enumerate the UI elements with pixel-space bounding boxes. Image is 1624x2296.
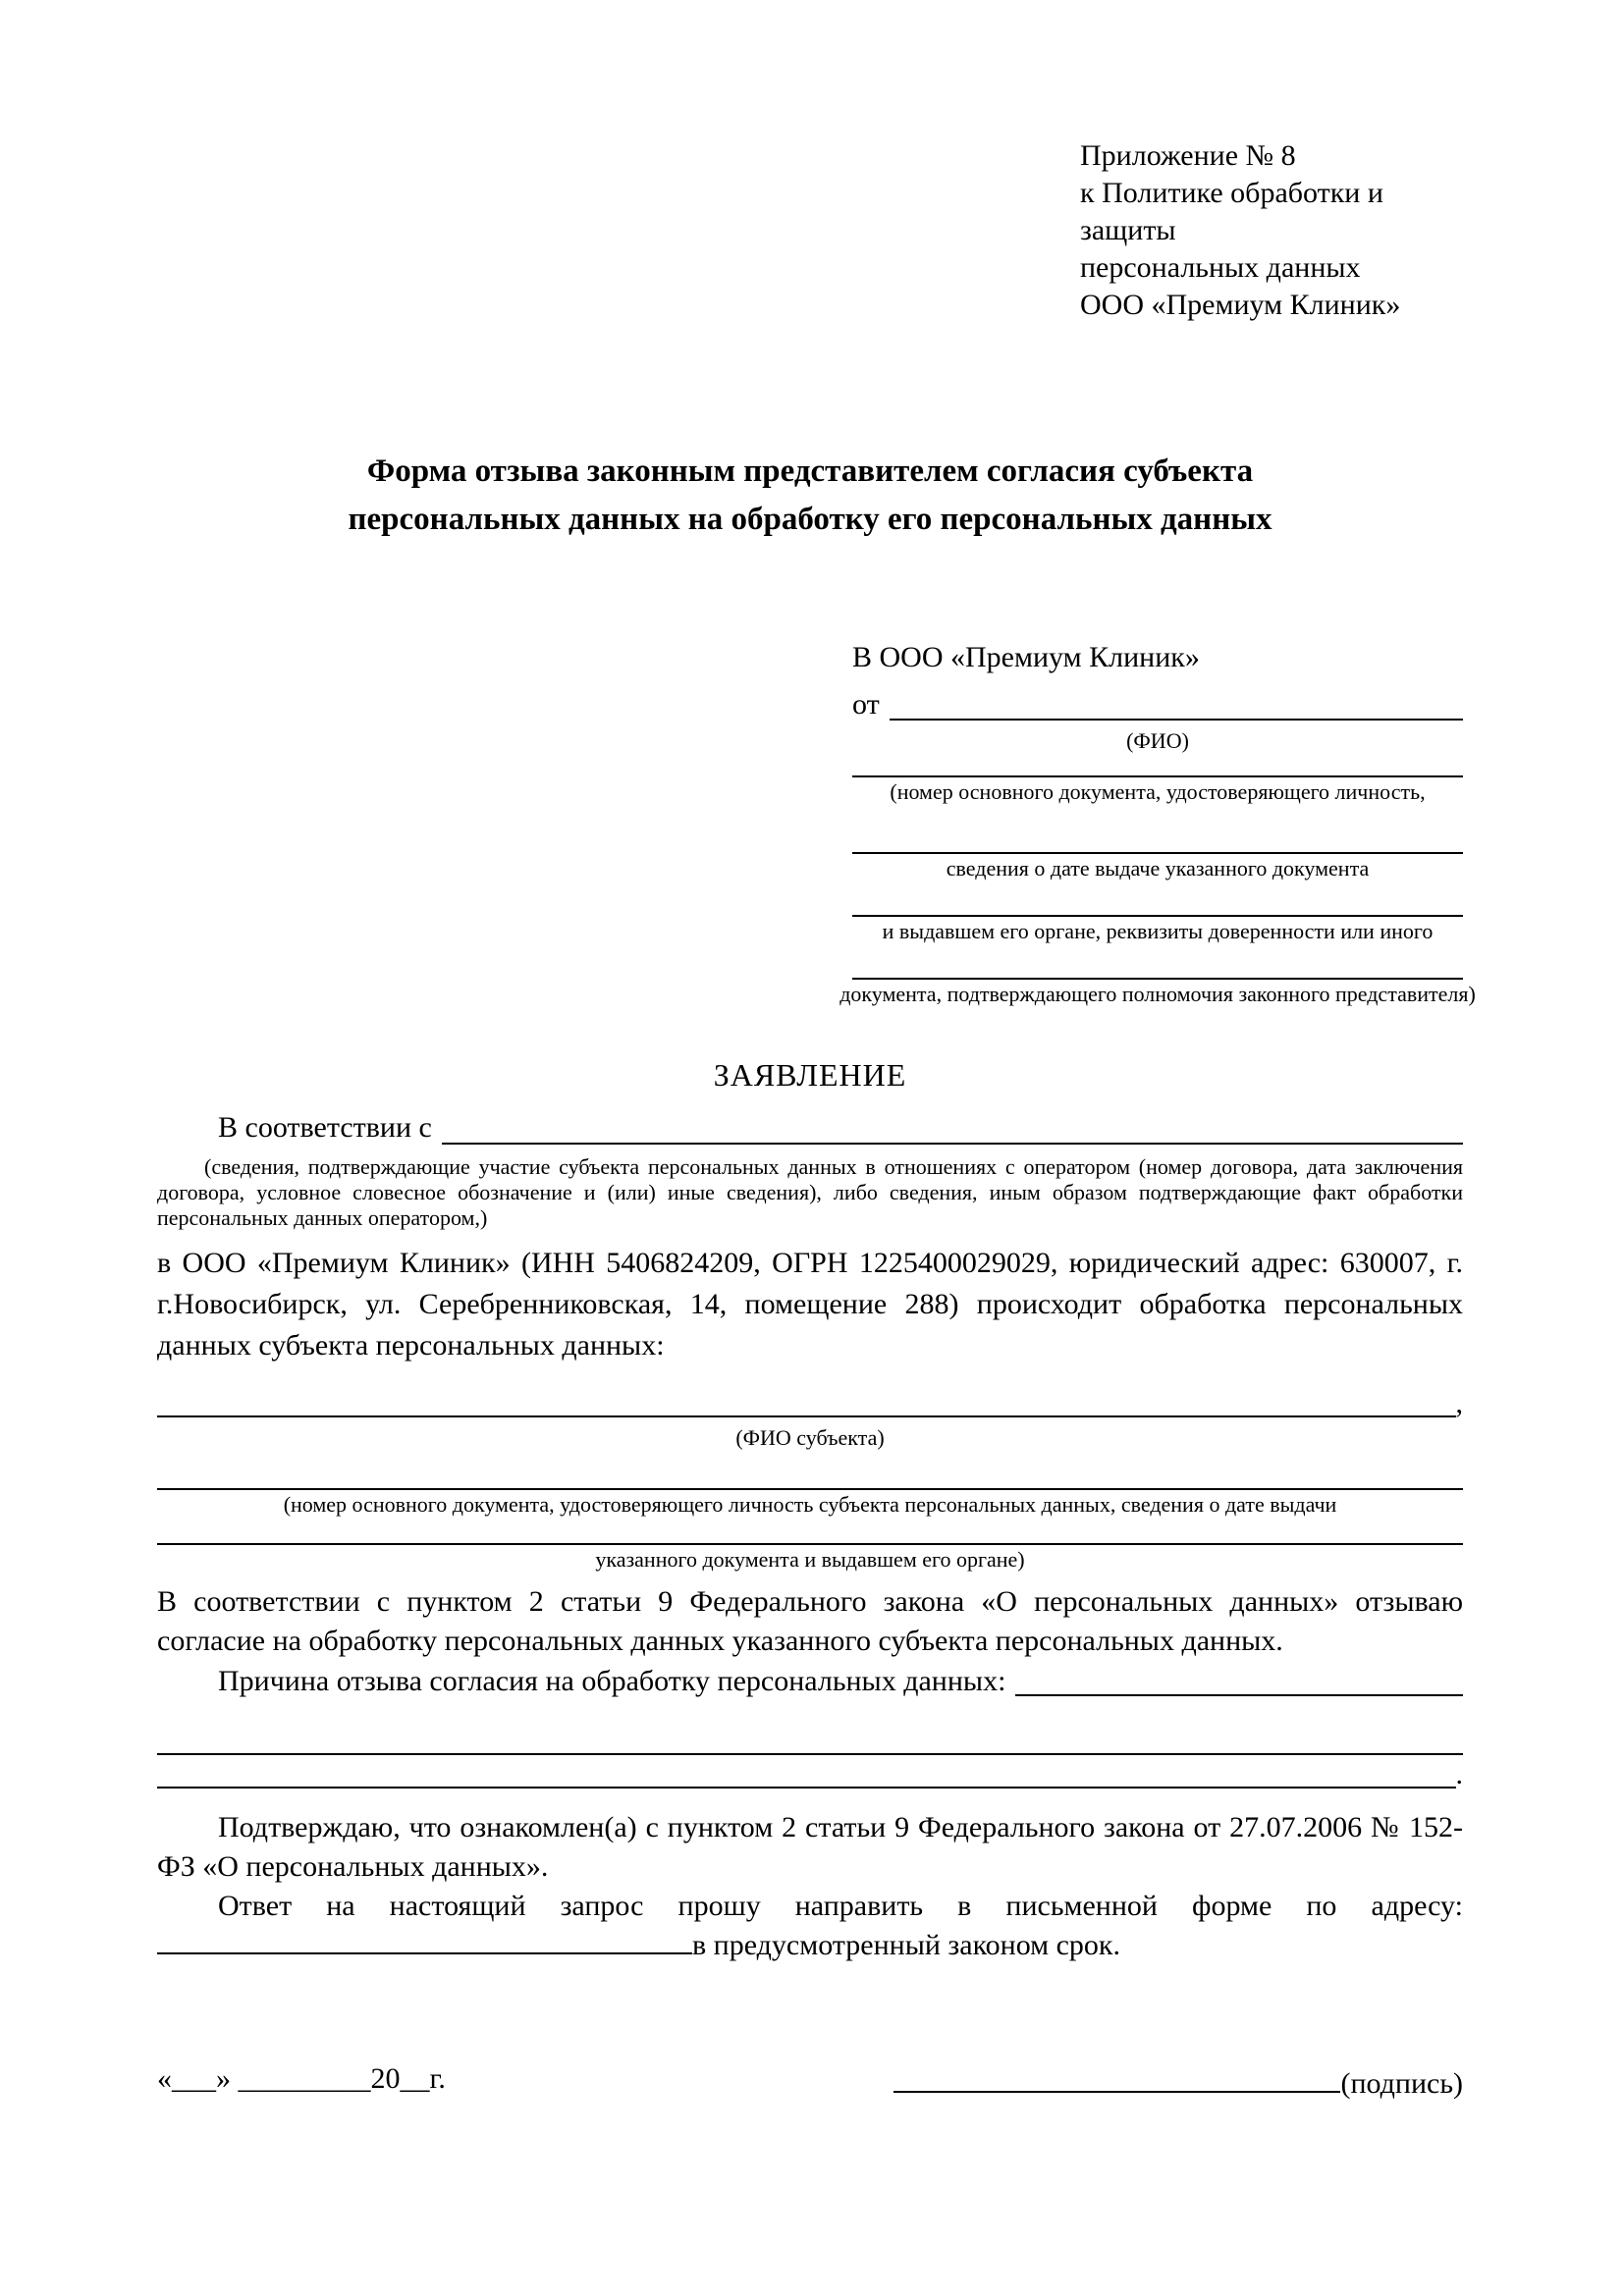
appendix-header — [1080, 137, 1463, 324]
representative-authority-caption: документа, подтверждающего полномочия законного представителя) — [839, 982, 1476, 1006]
trailing-comma: , — [1455, 1387, 1463, 1419]
confirmation-paragraph: Подтверждаю, что ознакомлен(а) с пунктом 2 статьи 9 Федерального закона от 27.07.2006 № 152-ФЗ «О персональных данных». — [157, 1811, 1463, 1883]
address-blank-line — [157, 1950, 692, 1954]
appendix-line-1: Приложение № 8 — [1080, 139, 1296, 172]
representative-authority-blank-line — [852, 946, 1463, 980]
signature-area — [893, 2059, 1463, 2099]
appendix-line-3: персональных данных — [1080, 251, 1361, 284]
signature-blank-line — [893, 2091, 1340, 2093]
reply-paragraph — [157, 1887, 1463, 1965]
accordance-label: В соответствии с — [218, 1111, 432, 1144]
appendix-line-4: ООО «Премиум Клиник» — [1080, 289, 1401, 321]
date-line: «___» _________20__г. — [157, 2062, 446, 2095]
reply-text: Ответ на настоящий запрос прошу направить в письменной форме по адресу: — [218, 1890, 1463, 1922]
subject-document-caption-1: (номер основного документа, удостоверяющего личность субъекта персональных данных, сведения о дате выдачи — [283, 1492, 1337, 1517]
title-line-1: Форма отзыва законным представителем согласия субъекта — [366, 454, 1254, 489]
reply-tail: в предусмотренный законом срок. — [692, 1929, 1120, 1961]
addressee-block — [839, 638, 1476, 1009]
subject-fio-caption: (ФИО субъекта) — [735, 1425, 885, 1450]
subject-fio-row — [157, 1384, 1463, 1423]
reason-blank-line — [1015, 1692, 1463, 1696]
issue-date-caption: сведения о дате выдаче указанного документа — [946, 856, 1370, 881]
withdraw-paragraph: В соответствии с пунктом 2 статьи 9 Федерального закона «О персональных данных» отзываю согласие на обработку персональных данных указанного субъекта персональных данных. — [157, 1585, 1463, 1657]
accordance-footnote: (сведения, подтверждающие участие субъекта персональных данных в отношениях с оператором (номер договора, дата заключения договора, условное словесное обозначение и (или) иные сведения), либо сведения, иным образом подтверждающие факт обработки персональных данных оператором,) — [157, 1154, 1463, 1230]
operator-paragraph: в ООО «Премиум Клиник» (ИНН 5406824209, ОГРН 1225400029029, юридический адрес: 630007, г. г.Новосибирск, ул. Серебренниковская, 14, помещение 288) происходит обработка персональных данных субъекта персональных данных: — [157, 1247, 1463, 1362]
title-line-2: персональных данных на обработку его персональных данных — [348, 502, 1272, 537]
reason-label: Причина отзыва согласия на обработку персональных данных: — [218, 1665, 1006, 1697]
fio-caption: (ФИО) — [1126, 728, 1189, 753]
addressee-to: В ООО «Премиум Клиник» — [852, 641, 1200, 673]
signature-caption: (подпись) — [1340, 2067, 1463, 2100]
issuing-authority-caption: и выдавшем его органе, реквизиты доверенности или иного — [882, 919, 1434, 943]
document-number-blank-line — [852, 756, 1463, 777]
document-title — [157, 448, 1463, 544]
accordance-blank-line — [442, 1141, 1463, 1145]
subject-document-caption-2: указанного документа и выдавшем его органе) — [595, 1547, 1025, 1572]
appendix-line-2: к Политике обработки и защиты — [1080, 177, 1383, 246]
issuing-authority-blank-line — [852, 883, 1463, 917]
reason-row — [157, 1661, 1463, 1702]
reason-continuation-row-2 — [157, 1755, 1463, 1794]
addressee-from-row — [852, 683, 1463, 726]
from-label: от — [852, 688, 880, 721]
statement-heading: ЗАЯВЛЕНИЕ — [713, 1057, 907, 1093]
fio-blank-line — [890, 717, 1463, 721]
document-number-caption: (номер основного документа, удостоверяющего личность, — [890, 779, 1426, 804]
signature-row — [157, 2059, 1463, 2099]
reason-continuation-blank-line-2 — [157, 1785, 1456, 1789]
subject-fio-blank-line — [157, 1414, 1456, 1417]
accordance-row — [157, 1105, 1463, 1150]
issue-date-blank-line — [852, 807, 1463, 854]
trailing-period: . — [1455, 1758, 1463, 1790]
